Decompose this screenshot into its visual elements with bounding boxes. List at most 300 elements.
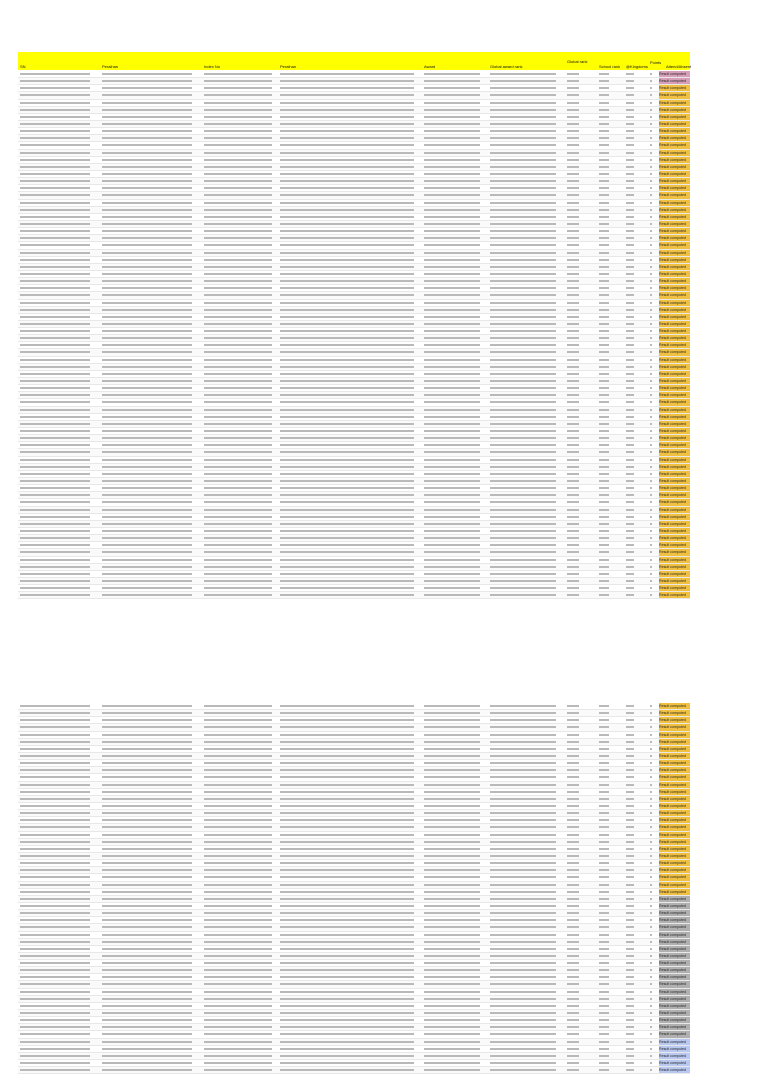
row-cell-placeholder xyxy=(567,152,579,154)
row-cell-placeholder xyxy=(626,926,634,928)
row-cell-placeholder xyxy=(567,855,579,857)
row-cell-placeholder xyxy=(102,444,192,446)
row-cell-placeholder xyxy=(490,1069,556,1071)
row-cell-placeholder xyxy=(204,501,272,503)
row-cell-placeholder xyxy=(204,152,272,154)
row-cell-placeholder xyxy=(599,144,609,146)
row-cell-placeholder xyxy=(626,523,634,525)
row-cell-placeholder xyxy=(204,316,272,318)
row-cell-placeholder xyxy=(424,237,480,239)
row-cell-placeholder xyxy=(280,784,414,786)
table-row xyxy=(18,349,690,356)
row-cell-placeholder xyxy=(599,812,609,814)
row-cell-placeholder xyxy=(650,559,652,561)
row-cell-placeholder xyxy=(102,209,192,211)
row-cell-placeholder xyxy=(102,480,192,482)
row-cell-placeholder xyxy=(424,812,480,814)
row-cell-placeholder xyxy=(424,841,480,843)
row-cell-placeholder xyxy=(626,516,634,518)
row-cell-placeholder xyxy=(599,955,609,957)
row-cell-placeholder xyxy=(650,152,652,154)
table-row xyxy=(18,974,690,981)
row-cell-placeholder xyxy=(650,237,652,239)
status-cell: Result computed xyxy=(659,78,690,84)
row-cell-placeholder xyxy=(20,898,90,900)
row-cell-placeholder xyxy=(599,366,609,368)
row-cell-placeholder xyxy=(204,80,272,82)
row-cell-placeholder xyxy=(102,459,192,461)
row-cell-placeholder xyxy=(626,705,634,707)
row-cell-placeholder xyxy=(102,216,192,218)
row-cell-placeholder xyxy=(204,544,272,546)
row-cell-placeholder xyxy=(20,387,90,389)
row-cell-placeholder xyxy=(650,580,652,582)
status-cell: Result computed xyxy=(659,478,690,484)
row-cell-placeholder xyxy=(599,719,609,721)
row-cell-placeholder xyxy=(102,762,192,764)
status-cell: Result computed xyxy=(659,739,690,745)
status-cell: Result computed xyxy=(659,507,690,513)
table-row xyxy=(18,585,690,592)
row-cell-placeholder xyxy=(424,316,480,318)
row-cell-placeholder xyxy=(599,1012,609,1014)
row-cell-placeholder xyxy=(490,330,556,332)
row-cell-placeholder xyxy=(20,280,90,282)
row-cell-placeholder xyxy=(626,1033,634,1035)
row-cell-placeholder xyxy=(567,826,579,828)
row-cell-placeholder xyxy=(567,1033,579,1035)
row-cell-placeholder xyxy=(626,244,634,246)
table-row xyxy=(18,285,690,292)
status-cell: Result computed xyxy=(659,932,690,938)
row-cell-placeholder xyxy=(567,244,579,246)
row-cell-placeholder xyxy=(650,805,652,807)
row-cell-placeholder xyxy=(280,180,414,182)
row-cell-placeholder xyxy=(20,123,90,125)
row-cell-placeholder xyxy=(280,87,414,89)
row-cell-placeholder xyxy=(599,826,609,828)
status-cell: Result computed xyxy=(659,882,690,888)
row-cell-placeholder xyxy=(599,73,609,75)
row-cell-placeholder xyxy=(280,741,414,743)
table-row xyxy=(18,774,690,781)
row-cell-placeholder xyxy=(650,380,652,382)
row-cell-placeholder xyxy=(626,1055,634,1057)
row-cell-placeholder xyxy=(490,237,556,239)
row-cell-placeholder xyxy=(424,1026,480,1028)
row-cell-placeholder xyxy=(102,848,192,850)
row-cell-placeholder xyxy=(567,337,579,339)
table-row xyxy=(18,724,690,731)
status-cell: Result computed xyxy=(659,257,690,263)
table-row xyxy=(18,953,690,960)
status-cell: Result computed xyxy=(659,549,690,555)
row-cell-placeholder xyxy=(102,573,192,575)
status-cell: Result computed xyxy=(659,703,690,709)
row-cell-placeholder xyxy=(650,330,652,332)
row-cell-placeholder xyxy=(424,559,480,561)
row-cell-placeholder xyxy=(204,244,272,246)
row-cell-placeholder xyxy=(102,223,192,225)
row-cell-placeholder xyxy=(490,451,556,453)
status-cell: Result computed xyxy=(659,753,690,759)
row-cell-placeholder xyxy=(204,466,272,468)
row-cell-placeholder xyxy=(424,934,480,936)
row-cell-placeholder xyxy=(280,351,414,353)
row-cell-placeholder xyxy=(424,401,480,403)
row-cell-placeholder xyxy=(204,537,272,539)
row-cell-placeholder xyxy=(599,487,609,489)
row-cell-placeholder xyxy=(204,805,272,807)
row-cell-placeholder xyxy=(567,473,579,475)
row-cell-placeholder xyxy=(280,919,414,921)
row-cell-placeholder xyxy=(650,869,652,871)
row-cell-placeholder xyxy=(650,826,652,828)
row-cell-placeholder xyxy=(626,891,634,893)
status-cell: Result computed xyxy=(659,121,690,127)
row-cell-placeholder xyxy=(650,459,652,461)
row-cell-placeholder xyxy=(567,941,579,943)
row-cell-placeholder xyxy=(424,884,480,886)
table-row xyxy=(18,492,690,499)
row-cell-placeholder xyxy=(599,1062,609,1064)
row-cell-placeholder xyxy=(20,566,90,568)
row-cell-placeholder xyxy=(204,1005,272,1007)
row-cell-placeholder xyxy=(490,712,556,714)
row-cell-placeholder xyxy=(20,826,90,828)
row-cell-placeholder xyxy=(490,309,556,311)
row-cell-placeholder xyxy=(204,841,272,843)
row-cell-placeholder xyxy=(424,473,480,475)
row-cell-placeholder xyxy=(280,826,414,828)
row-cell-placeholder xyxy=(626,116,634,118)
table-row xyxy=(18,200,690,207)
row-cell-placeholder xyxy=(102,366,192,368)
table-row xyxy=(18,960,690,967)
row-cell-placeholder xyxy=(650,137,652,139)
table-row xyxy=(18,150,690,157)
row-cell-placeholder xyxy=(650,998,652,1000)
row-cell-placeholder xyxy=(567,841,579,843)
row-cell-placeholder xyxy=(280,719,414,721)
row-cell-placeholder xyxy=(599,544,609,546)
row-cell-placeholder xyxy=(204,734,272,736)
status-cell: Result computed xyxy=(659,760,690,766)
row-cell-placeholder xyxy=(280,366,414,368)
row-cell-placeholder xyxy=(280,430,414,432)
row-cell-placeholder xyxy=(567,705,579,707)
row-cell-placeholder xyxy=(204,480,272,482)
table-row xyxy=(18,399,690,406)
status-cell: Result computed xyxy=(659,135,690,141)
row-cell-placeholder xyxy=(490,826,556,828)
row-cell-placeholder xyxy=(567,309,579,311)
row-cell-placeholder xyxy=(626,762,634,764)
row-cell-placeholder xyxy=(490,734,556,736)
row-cell-placeholder xyxy=(650,705,652,707)
row-cell-placeholder xyxy=(626,969,634,971)
row-cell-placeholder xyxy=(567,501,579,503)
table-row xyxy=(18,846,690,853)
row-cell-placeholder xyxy=(102,330,192,332)
row-cell-placeholder xyxy=(204,373,272,375)
row-cell-placeholder xyxy=(424,330,480,332)
status-cell: Result computed xyxy=(659,192,690,198)
row-cell-placeholder xyxy=(204,516,272,518)
table-row xyxy=(18,242,690,249)
row-cell-placeholder xyxy=(490,116,556,118)
row-cell-placeholder xyxy=(490,812,556,814)
row-cell-placeholder xyxy=(599,776,609,778)
row-cell-placeholder xyxy=(204,573,272,575)
row-cell-placeholder xyxy=(204,941,272,943)
row-cell-placeholder xyxy=(490,223,556,225)
row-cell-placeholder xyxy=(650,955,652,957)
row-cell-placeholder xyxy=(102,1055,192,1057)
row-cell-placeholder xyxy=(626,280,634,282)
row-cell-placeholder xyxy=(650,173,652,175)
row-cell-placeholder xyxy=(102,855,192,857)
row-cell-placeholder xyxy=(626,726,634,728)
status-cell: Result computed xyxy=(659,164,690,170)
row-cell-placeholder xyxy=(20,1012,90,1014)
row-cell-placeholder xyxy=(424,848,480,850)
row-cell-placeholder xyxy=(204,387,272,389)
row-cell-placeholder xyxy=(599,223,609,225)
row-cell-placeholder xyxy=(599,587,609,589)
row-cell-placeholder xyxy=(424,480,480,482)
row-cell-placeholder xyxy=(626,194,634,196)
row-cell-placeholder xyxy=(490,1062,556,1064)
status-cell: Result computed xyxy=(659,774,690,780)
row-cell-placeholder xyxy=(567,580,579,582)
row-cell-placeholder xyxy=(490,266,556,268)
row-cell-placeholder xyxy=(280,791,414,793)
row-cell-placeholder xyxy=(280,712,414,714)
row-cell-placeholder xyxy=(599,423,609,425)
row-cell-placeholder xyxy=(204,487,272,489)
row-cell-placeholder xyxy=(599,344,609,346)
row-cell-placeholder xyxy=(599,905,609,907)
row-cell-placeholder xyxy=(20,805,90,807)
table-row xyxy=(18,342,690,349)
row-cell-placeholder xyxy=(599,159,609,161)
row-cell-placeholder xyxy=(650,755,652,757)
status-cell: Result computed xyxy=(659,150,690,156)
table-row xyxy=(18,739,690,746)
status-cell: Result computed xyxy=(659,592,690,598)
row-cell-placeholder xyxy=(626,230,634,232)
row-cell-placeholder xyxy=(650,884,652,886)
row-cell-placeholder xyxy=(626,159,634,161)
status-cell: Result computed xyxy=(659,1010,690,1016)
row-cell-placeholder xyxy=(280,173,414,175)
row-cell-placeholder xyxy=(204,359,272,361)
row-cell-placeholder xyxy=(626,1012,634,1014)
row-cell-placeholder xyxy=(626,905,634,907)
row-cell-placeholder xyxy=(424,466,480,468)
row-cell-placeholder xyxy=(20,926,90,928)
table-row xyxy=(18,882,690,889)
row-cell-placeholder xyxy=(280,1026,414,1028)
row-cell-placeholder xyxy=(626,798,634,800)
status-cell: Result computed xyxy=(659,874,690,880)
row-cell-placeholder xyxy=(280,898,414,900)
row-cell-placeholder xyxy=(567,273,579,275)
row-cell-placeholder xyxy=(599,444,609,446)
row-cell-placeholder xyxy=(626,152,634,154)
row-cell-placeholder xyxy=(20,784,90,786)
table-row xyxy=(18,128,690,135)
row-cell-placeholder xyxy=(280,123,414,125)
row-cell-placeholder xyxy=(280,869,414,871)
row-cell-placeholder xyxy=(280,798,414,800)
row-cell-placeholder xyxy=(204,926,272,928)
status-cell: Result computed xyxy=(659,328,690,334)
row-cell-placeholder xyxy=(280,466,414,468)
row-cell-placeholder xyxy=(490,791,556,793)
row-cell-placeholder xyxy=(490,194,556,196)
row-cell-placeholder xyxy=(20,1019,90,1021)
row-cell-placeholder xyxy=(204,509,272,511)
row-cell-placeholder xyxy=(424,366,480,368)
status-cell: Result computed xyxy=(659,342,690,348)
row-cell-placeholder xyxy=(567,712,579,714)
row-cell-placeholder xyxy=(102,244,192,246)
row-cell-placeholder xyxy=(490,1005,556,1007)
row-cell-placeholder xyxy=(280,102,414,104)
row-cell-placeholder xyxy=(650,116,652,118)
row-cell-placeholder xyxy=(424,905,480,907)
row-cell-placeholder xyxy=(424,501,480,503)
row-cell-placeholder xyxy=(650,501,652,503)
row-cell-placeholder xyxy=(102,187,192,189)
row-cell-placeholder xyxy=(490,1048,556,1050)
row-cell-placeholder xyxy=(280,962,414,964)
row-cell-placeholder xyxy=(20,380,90,382)
row-cell-placeholder xyxy=(424,1019,480,1021)
row-cell-placeholder xyxy=(102,1033,192,1035)
row-cell-placeholder xyxy=(650,1005,652,1007)
row-cell-placeholder xyxy=(204,1048,272,1050)
row-cell-placeholder xyxy=(102,359,192,361)
row-cell-placeholder xyxy=(102,351,192,353)
row-cell-placeholder xyxy=(490,862,556,864)
row-cell-placeholder xyxy=(599,451,609,453)
row-cell-placeholder xyxy=(20,573,90,575)
status-cell: Result computed xyxy=(659,824,690,830)
row-cell-placeholder xyxy=(626,344,634,346)
row-cell-placeholder xyxy=(490,316,556,318)
row-cell-placeholder xyxy=(424,594,480,596)
row-cell-placeholder xyxy=(490,912,556,914)
row-cell-placeholder xyxy=(102,394,192,396)
row-cell-placeholder xyxy=(204,998,272,1000)
row-cell-placeholder xyxy=(280,998,414,1000)
row-cell-placeholder xyxy=(102,144,192,146)
row-cell-placeholder xyxy=(20,841,90,843)
status-cell: Result computed xyxy=(659,371,690,377)
row-cell-placeholder xyxy=(626,444,634,446)
status-cell: Result computed xyxy=(659,278,690,284)
status-cell: Result computed xyxy=(659,571,690,577)
row-cell-placeholder xyxy=(490,941,556,943)
status-cell: Result computed xyxy=(659,839,690,845)
row-cell-placeholder xyxy=(280,501,414,503)
row-cell-placeholder xyxy=(650,1012,652,1014)
row-cell-placeholder xyxy=(20,705,90,707)
row-cell-placeholder xyxy=(204,912,272,914)
status-cell: Result computed xyxy=(659,974,690,980)
row-cell-placeholder xyxy=(102,559,192,561)
row-cell-placeholder xyxy=(102,912,192,914)
table-row xyxy=(18,414,690,421)
row-cell-placeholder xyxy=(599,273,609,275)
row-cell-placeholder xyxy=(20,1055,90,1057)
row-cell-placeholder xyxy=(424,73,480,75)
row-cell-placeholder xyxy=(424,109,480,111)
row-cell-placeholder xyxy=(490,487,556,489)
row-cell-placeholder xyxy=(650,259,652,261)
row-cell-placeholder xyxy=(20,762,90,764)
table-row xyxy=(18,464,690,471)
row-cell-placeholder xyxy=(490,80,556,82)
row-cell-placeholder xyxy=(20,316,90,318)
row-cell-placeholder xyxy=(490,869,556,871)
row-cell-placeholder xyxy=(490,926,556,928)
row-cell-placeholder xyxy=(20,252,90,254)
row-cell-placeholder xyxy=(204,798,272,800)
row-cell-placeholder xyxy=(102,969,192,971)
results-table-block-2 xyxy=(18,703,690,1074)
row-cell-placeholder xyxy=(424,130,480,132)
row-cell-placeholder xyxy=(599,180,609,182)
row-cell-placeholder xyxy=(567,876,579,878)
status-cell: Result computed xyxy=(659,364,690,370)
row-cell-placeholder xyxy=(204,280,272,282)
row-cell-placeholder xyxy=(626,409,634,411)
row-cell-placeholder xyxy=(20,116,90,118)
table-row xyxy=(18,435,690,442)
row-cell-placeholder xyxy=(204,216,272,218)
row-cell-placeholder xyxy=(490,94,556,96)
row-cell-placeholder xyxy=(650,187,652,189)
row-cell-placeholder xyxy=(599,898,609,900)
row-cell-placeholder xyxy=(424,819,480,821)
row-cell-placeholder xyxy=(20,80,90,82)
row-cell-placeholder xyxy=(567,416,579,418)
row-cell-placeholder xyxy=(567,123,579,125)
row-cell-placeholder xyxy=(280,137,414,139)
table-row xyxy=(18,810,690,817)
row-cell-placeholder xyxy=(280,991,414,993)
row-cell-placeholder xyxy=(626,359,634,361)
row-cell-placeholder xyxy=(626,587,634,589)
row-cell-placeholder xyxy=(280,884,414,886)
row-cell-placeholder xyxy=(424,530,480,532)
row-cell-placeholder xyxy=(626,941,634,943)
row-cell-placeholder xyxy=(20,480,90,482)
row-cell-placeholder xyxy=(599,287,609,289)
row-cell-placeholder xyxy=(280,73,414,75)
row-cell-placeholder xyxy=(204,437,272,439)
row-cell-placeholder xyxy=(102,712,192,714)
row-cell-placeholder xyxy=(102,316,192,318)
row-cell-placeholder xyxy=(599,991,609,993)
row-cell-placeholder xyxy=(280,805,414,807)
row-cell-placeholder xyxy=(280,273,414,275)
table-row xyxy=(18,732,690,739)
